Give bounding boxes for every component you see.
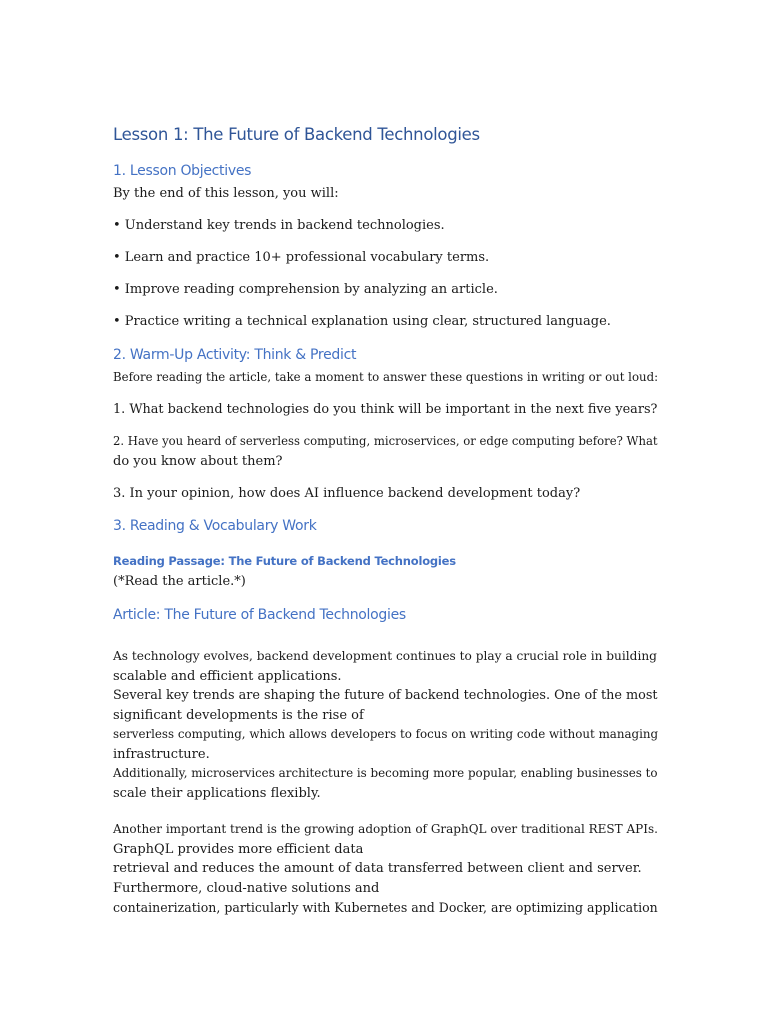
article-line: serverless computing, which allows developers to focus on writing code without managing	[113, 727, 659, 741]
warmup-intro: Before reading the article, take a moment to answer these questions in writing or out loud:	[113, 370, 659, 384]
article-paragraph-2	[113, 820, 658, 918]
article-line: Furthermore, cloud-native solutions and	[113, 880, 380, 896]
objective-item: • Practice writing a technical explanation using clear, structured language.	[113, 314, 611, 329]
article-line: infrastructure.	[113, 746, 210, 762]
objective-item: • Improve reading comprehension by analyzing an article.	[113, 282, 498, 297]
article-line: Several key trends are shaping the future of backend technologies. One of the most	[113, 688, 658, 703]
article-paragraph-1	[113, 647, 658, 803]
warmup-question: 2. Have you heard of serverless computing, microservices, or edge computing before? What	[113, 434, 658, 448]
article-line: scalable and efficient applications.	[113, 668, 342, 684]
lesson-title: Lesson 1: The Future of Backend Technologies	[113, 125, 480, 144]
warmup-question: 3. In your opinion, how does AI influence backend development today?	[113, 486, 581, 501]
article-heading: Article: The Future of Backend Technologies	[113, 607, 406, 623]
article-line: Additionally, microservices architecture is becoming more popular, enabling businesses to	[113, 766, 658, 780]
objectives-intro: By the end of this lesson, you will:	[113, 186, 339, 201]
article-line: scale their applications flexibly.	[113, 785, 321, 801]
passage-heading: Reading Passage: The Future of Backend Technologies	[113, 554, 456, 568]
objective-item: • Learn and practice 10+ professional vocabulary terms.	[113, 250, 490, 265]
article-line: significant developments is the rise of	[113, 707, 364, 723]
reading-heading: 3. Reading & Vocabulary Work	[113, 518, 317, 534]
objective-item: • Understand key trends in backend technologies.	[113, 218, 445, 233]
article-line: containerization, particularly with Kubernetes and Docker, are optimizing application	[113, 900, 658, 915]
reading-note: (*Read the article.*)	[113, 574, 246, 589]
article-line: Another important trend is the growing adoption of GraphQL over traditional REST APIs.	[113, 822, 658, 836]
article-line: GraphQL provides more efficient data	[113, 841, 364, 857]
warmup-question-continued: do you know about them?	[113, 454, 283, 469]
warmup-heading: 2. Warm-Up Activity: Think & Predict	[113, 347, 357, 363]
article-line: As technology evolves, backend development continues to play a crucial role in building	[113, 649, 657, 663]
warmup-question: 1. What backend technologies do you think will be important in the next five years?	[113, 402, 658, 417]
objectives-heading: 1. Lesson Objectives	[113, 163, 252, 179]
article-line: retrieval and reduces the amount of data transferred between client and server.	[113, 861, 642, 876]
